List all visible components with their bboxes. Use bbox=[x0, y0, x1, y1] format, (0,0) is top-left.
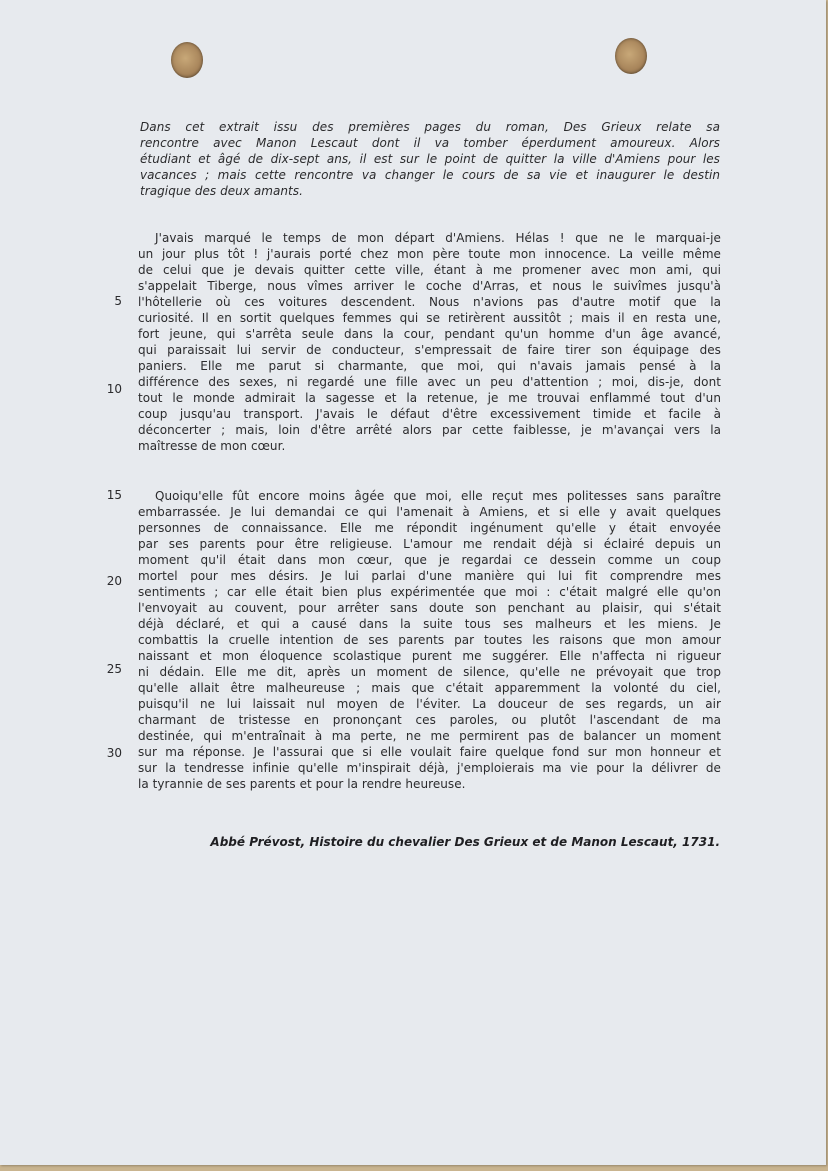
text-line: curiosité. Il en sortit quelques femmes qui se retirèrent aussitôt ; mais il en resta une, bbox=[138, 311, 721, 325]
text-line: destinée, qui m'entraînait à ma perte, ne me permirent pas de balancer un moment bbox=[138, 729, 721, 743]
text-line: qui paraissait lui servir de conducteur, s'empressait de faire tirer son équipage des bbox=[138, 343, 721, 357]
text-line: de celui que je devais quitter cette ville, étant à me promener avec mon ami, qui bbox=[138, 263, 721, 277]
text-line: l'envoyait au couvent, pour arrêter sans doute son penchant au plaisir, qui s'était bbox=[138, 601, 721, 615]
text-line: s'appelait Tiberge, nous vîmes arriver le coche d'Arras, et nous le suivîmes jusqu'à bbox=[138, 279, 721, 293]
text-line: moment qu'il était dans mon cœur, que je regardai ce dessein comme un coup bbox=[138, 553, 721, 567]
text-line: déjà déclaré, et qui a causé dans la suite tous ses malheurs et les miens. Je bbox=[138, 617, 721, 631]
text-line: embarrassée. Je lui demandai ce qui l'amenait à Amiens, et si elle y avait quelques bbox=[138, 505, 721, 519]
text-line: J'avais marqué le temps de mon départ d'Amiens. Hélas ! que ne le marquai-je bbox=[155, 231, 721, 245]
intro-paragraph bbox=[140, 119, 720, 199]
text-line: par ses parents pour être religieuse. L'amour me rendait déjà si éclairé depuis un bbox=[138, 537, 721, 551]
line-number: 10 bbox=[106, 382, 122, 396]
line-number: 15 bbox=[106, 488, 122, 502]
excerpt-paragraph-2 bbox=[138, 488, 721, 792]
intro-line: tragique des deux amants. bbox=[140, 184, 303, 198]
line-number: 20 bbox=[106, 574, 122, 588]
text-line: ni dédain. Elle me dit, après un moment de silence, qu'elle ne prévoyait que trop bbox=[138, 665, 721, 679]
text-line: naissant et mon éloquence scolastique purent me suggérer. Elle n'affecta ni rigueur bbox=[138, 649, 721, 663]
text-line: sentiments ; car elle était bien plus expérimentée que moi : c'était malgré elle qu'on bbox=[138, 585, 721, 599]
text-line: maîtresse de mon cœur. bbox=[138, 439, 286, 453]
text-line: tout le monde admirait la sagesse et la retenue, je me trouvai enflammé tout d'un bbox=[138, 391, 721, 405]
excerpt-paragraph-1 bbox=[138, 230, 721, 454]
text-line: sur ma réponse. Je l'assurai que si elle voulait faire quelque fond sur mon honneur et bbox=[138, 745, 721, 759]
text-line: déconcerter ; mais, loin d'être arrêté alors par cette faiblesse, je m'avançai vers la bbox=[138, 423, 721, 437]
text-line: personnes de connaissance. Elle me répondit ingénument qu'elle y était envoyée bbox=[138, 521, 721, 535]
line-number: 25 bbox=[106, 662, 122, 676]
text-line: l'hôtellerie où ces voitures descendent. Nous n'avions pas d'autre motif que la bbox=[138, 295, 721, 309]
intro-line: Dans cet extrait issu des premières pages du roman, Des Grieux relate sa bbox=[140, 120, 720, 134]
text-line: sur la tendresse infinie qu'elle m'inspirait déjà, j'emploierais ma vie pour la délivrer de bbox=[138, 761, 721, 775]
text-line: paniers. Elle me parut si charmante, que moi, qui n'avais jamais pensé à la bbox=[138, 359, 721, 373]
text-line: différence des sexes, ni regardé une fille avec un peu d'attention ; moi, dis-je, dont bbox=[138, 375, 721, 389]
text-line: puisqu'il ne lui laissait nul moyen de l'éviter. La douceur de ses regards, un air bbox=[138, 697, 721, 711]
source-citation: Abbé Prévost, Histoire du chevalier Des Grieux et de Manon Lescaut, 1731. bbox=[210, 835, 720, 849]
text-line: charmant de tristesse en prononçant ces paroles, ou plutôt l'ascendant de ma bbox=[138, 713, 721, 727]
text-line: la tyrannie de ses parents et pour la rendre heureuse. bbox=[138, 777, 466, 791]
punch-hole-left bbox=[171, 42, 203, 78]
punch-hole-right bbox=[615, 38, 647, 74]
intro-line: étudiant et âgé de dix-sept ans, il est sur le point de quitter la ville d'Amiens pour les bbox=[140, 152, 720, 166]
text-line: qu'elle allait être malheureuse ; mais que c'était apparemment la volonté du ciel, bbox=[138, 681, 721, 695]
text-line: mortel pour mes désirs. Je lui parlai d'une manière qui lui fit comprendre mes bbox=[138, 569, 721, 583]
text-line: coup jusqu'au transport. J'avais le défaut d'être excessivement timide et facile à bbox=[138, 407, 721, 421]
text-line: fort jeune, qui s'arrêta seule dans la cour, pendant qu'un homme d'un âge avancé, bbox=[138, 327, 721, 341]
intro-line: rencontre avec Manon Lescaut dont il va tomber éperdument amoureux. Alors bbox=[140, 136, 720, 150]
intro-line: vacances ; mais cette rencontre va changer le cours de sa vie et inaugurer le destin bbox=[140, 168, 720, 182]
line-number: 5 bbox=[114, 294, 122, 308]
text-line: un jour plus tôt ! j'aurais porté chez mon père toute mon innocence. La veille même bbox=[138, 247, 721, 261]
text-line: combattis la cruelle intention de ses parents par toutes les raisons que mon amour bbox=[138, 633, 721, 647]
line-number: 30 bbox=[106, 746, 122, 760]
text-line: Quoiqu'elle fût encore moins âgée que moi, elle reçut mes politesses sans paraître bbox=[155, 489, 721, 503]
